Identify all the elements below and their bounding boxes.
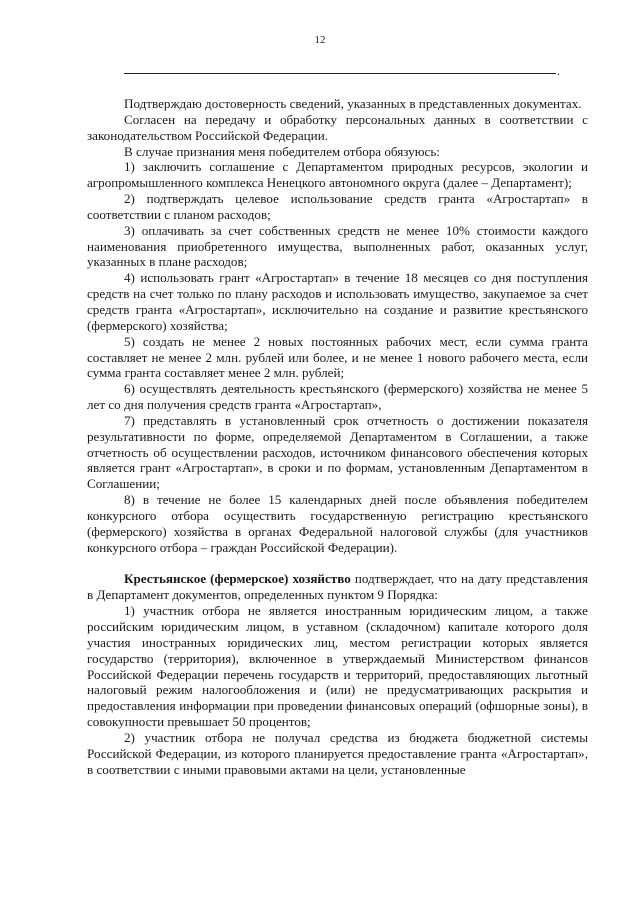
obligation-item-3: 3) оплачивать за счет собственных средств не менее 10% стоимости каждого наименования приобретенного имущества, выполненных работ, оказанных услуг, указанных в плане расходов; <box>87 222 588 270</box>
document-body <box>87 96 588 777</box>
paragraph-confirm: Подтверждаю достоверность сведений, указанных в представленных документах. <box>124 96 582 111</box>
obligation-item-1: 1) заключить соглашение с Департаментом природных ресурсов, экологии и агропромышленного комплекса Ненецкого автономного округа (далее – Департамент); <box>87 159 588 191</box>
paragraph-obligations-intro: В случае признания меня победителем отбора обязуюсь: <box>124 143 440 159</box>
section-gap <box>87 555 588 571</box>
obligation-item-6: 6) осуществлять деятельность крестьянского (фермерского) хозяйства не менее 5 лет со дня получения средств гранта «Агростартап», <box>87 381 588 413</box>
obligation-item-7: 7) представлять в установленный срок отчетность о достижении показателя результативности по форме, определяемой Департаментом в Соглашении, а также отчетность об осуществлении расходов, источником финансового обеспечения которых является грант «Агростартап», в сроки и по формам, установленным Департаментом в Соглашении; <box>87 412 588 492</box>
obligation-item-5: 5) создать не менее 2 новых постоянных рабочих мест, если сумма гранта составляет не менее 2 млн. рублей или более, и не менее 1 нового рабочего места, если сумма гранта составляет менее 2 млн. рублей; <box>87 333 588 381</box>
obligation-item-8: 8) в течение не более 15 календарных дней после объявления победителем конкурсного отбора осуществить государственную регистрацию крестьянского (фермерского) хозяйства в органах Федеральной налоговой службы (для участников конкурсного отбора – граждан Российской Федерации). <box>87 492 588 555</box>
line-end-mark: . <box>557 64 560 78</box>
section2-lead-bold: Крестьянское (фермерское) хозяйство <box>124 571 351 587</box>
blank-fill-line <box>124 73 556 74</box>
confirmation-item-1: 1) участник отбора не является иностранным юридическим лицом, а также российским юридическим лицом, в уставном (складочном) капитале которого доля участия иностранных юридических лиц, местом регистрации которых является государство (территория), включенное в утверждаемый Министерством финансов Российской Федерации перечень государств и территорий, предоставляющих льготный налоговый режим налогообложения и (или) не предусматривающих раскрытия и предоставления информации при проведении финансовых операций (офшорные зоны), в совокупности превышает 50 процентов; <box>87 603 588 730</box>
obligation-item-2: 2) подтверждать целевое использование средств гранта «Агростартап» в соответствии с планом расходов; <box>87 191 588 222</box>
section2-lead-text: подтверждает, что на дату представления в Департамент документов, определенных пунктом 9 Порядка: <box>87 571 589 603</box>
obligation-item-4: 4) использовать грант «Агростартап» в течение 18 месяцев со дня поступления средств на счет только по плану расходов и использовать имущество, закупаемое за счет средств гранта «Агростартап», исключительно на создание и развитие крестьянского (фермерского) хозяйства; <box>87 270 588 333</box>
confirmation-item-2: 2) участник отбора не получал средства из бюджета бюджетной системы Российской Федерации, из которого планируется предоставление гранта «Агростартап», в соответствии с иными правовыми актами на цели, установленные <box>87 729 588 777</box>
page-number: 12 <box>314 34 326 46</box>
paragraph-consent: Согласен на передачу и обработку персональных данных в соответствии с законодательством Российской Федерации. <box>87 111 588 143</box>
section2-lead <box>87 571 588 603</box>
